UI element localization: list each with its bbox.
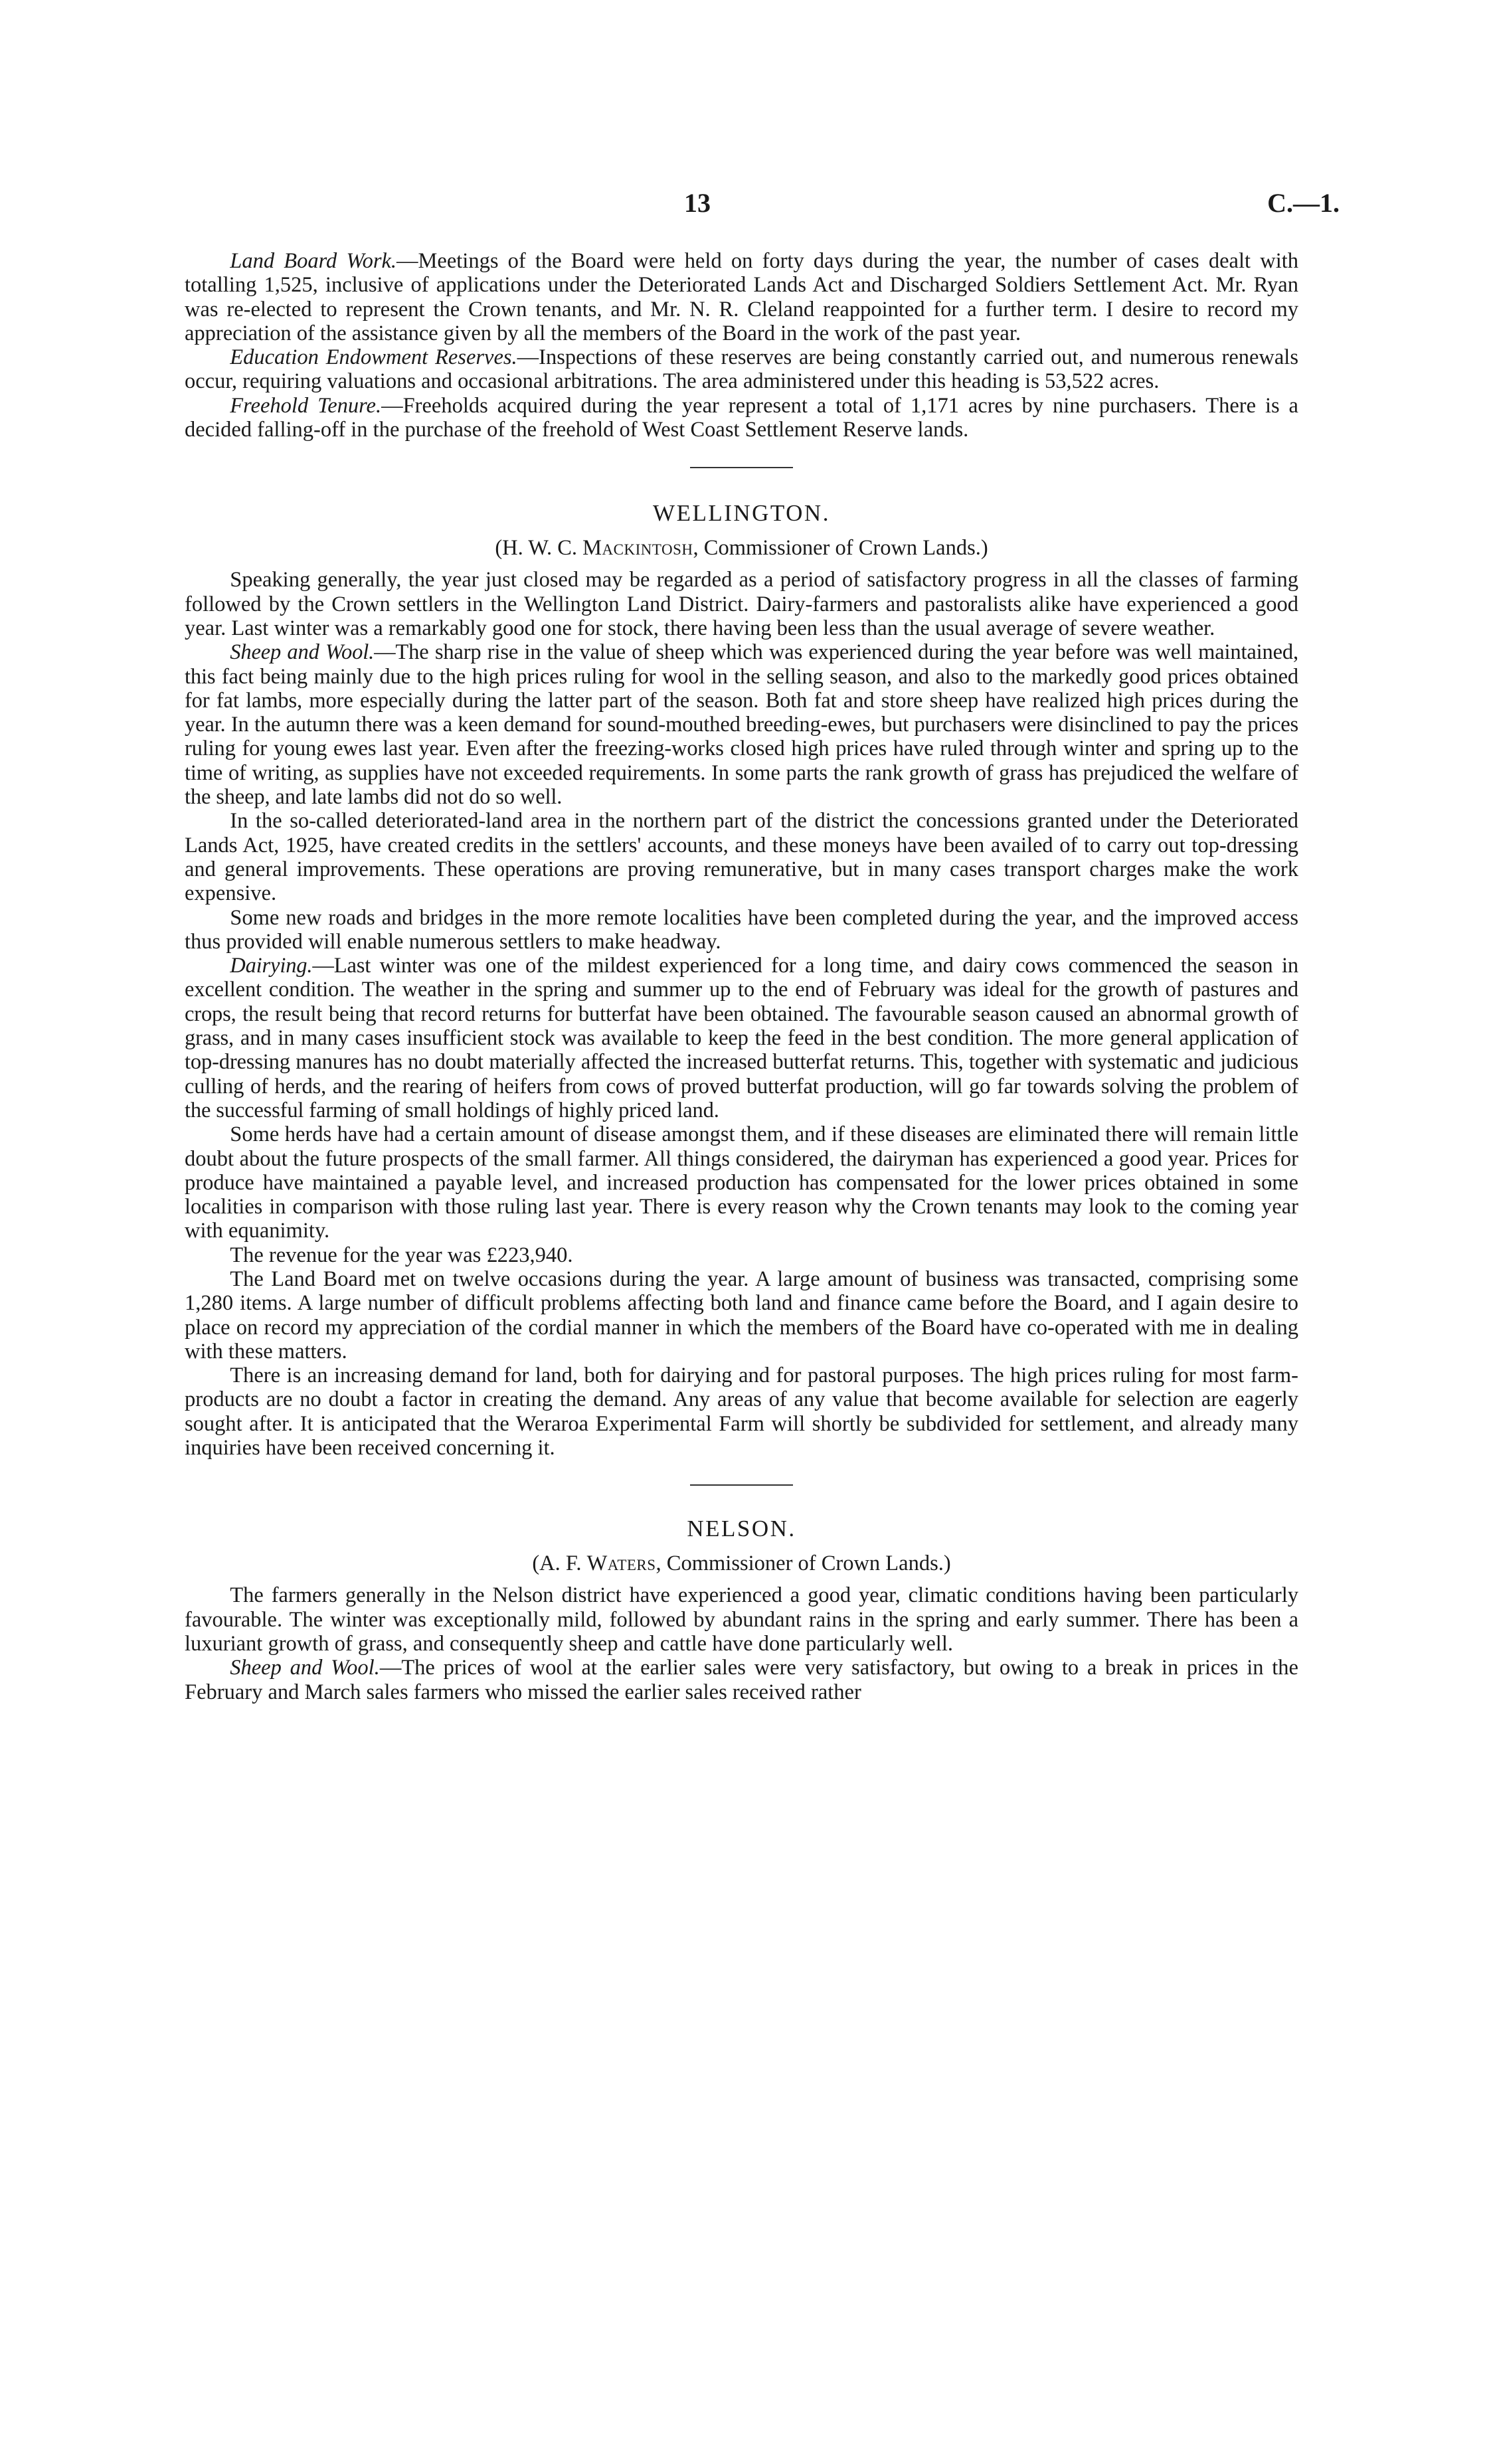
paragraph-revenue [185, 1243, 1298, 1267]
paragraph-text: The farmers generally in the Nelson district have experienced a good year, climatic conditions having been particularly favourable. The winter was exceptionally mild, followed by abundant rains in the spring and early summer. There has been a luxuriant growth of grass, and consequently sheep and cattle have done particularly well. [185, 1583, 1298, 1656]
commissioner-title: , Commissioner of Crown Lands.) [656, 1551, 951, 1576]
paragraph-lead: Freehold Tenure. [230, 393, 382, 418]
paragraph-text: —Meetings of the Board were held on forty days during the year, the number of cases dealt with totalling 1,525, inclusive of applications under the Deteriorated Lands Act and Discharged Soldiers Settlement Act. Mr. Ryan was re-elected to represent the Crown tenants, and Mr. N. R. Cleland reappointed for a further term. I desire to record my appreciation of the assistance given by all the members of the Board in the work of the past year. [185, 249, 1299, 345]
paragraph [185, 906, 1298, 954]
commissioner-line-nelson [185, 1550, 1298, 1577]
section-title-nelson: NELSON. [687, 1516, 796, 1542]
paragraph-text: In the so-called deteriorated-land area in the northern part of the district the concessions granted under the Deteriorated Lands Act, 1925, have created credits in the settlers' accounts, and these moneys have been availed of to carry out top-dressing and general improvements. These operations are proving remunerative, but in many cases transport charges make the work expensive. [185, 809, 1298, 906]
paragraph [185, 1267, 1298, 1364]
paragraph-text: —Last winter was one of the mildest experienced for a long time, and dairy cows commenced the season in excellent condition. The weather in the spring and summer up to the end of February was ideal for the growth of pastures and crops, the result being that record returns for butterfat have been obtained. The favourable season caused an abnormal growth of grass, and in many cases insufficient stock was available to keep the feed in the best condition. The more general application of top-dressing manures has no doubt materially affected the increased butterfat returns. This, together with systematic and judicious culling of herds, and the rearing of heifers from cows of proved butterfat production, will go far towards solving the problem of the successful farming of small holdings of highly priced land. [185, 954, 1298, 1122]
paragraph-text: Some herds have had a certain amount of disease amongst them, and if these diseases are eliminated there will remain little doubt about the future prospects of the small farmer. All things considered, the dairyman has experienced a good year. Prices for produce have maintained a payable level, and increased production has compensated for the lower prices obtained in some localities in comparison with those ruling last year. There is every reason why the Crown tenants may look to the coming year with equanimity. [185, 1122, 1298, 1243]
commissioner-initials: (H. W. C. [495, 536, 583, 561]
paragraph-text: —Inspections of these reserves are being constantly carried out, and numerous renewals occur, requiring valuations and occasional arbitrations. The area administered under this heading is 53,522 acres. [185, 345, 1298, 394]
paragraph-text: —Freeholds acquired during the year represent a total of 1,171 acres by nine purchasers. There is a decided falling-off in the purchase of the freehold of West Coast Settlement Reserve lands. [185, 393, 1298, 442]
commissioner-line-wellington [185, 535, 1298, 561]
page-header [0, 187, 1491, 220]
commissioner-title: , Commissioner of Crown Lands.) [693, 536, 988, 561]
paragraph-lead: Education Endowment Reserves. [230, 345, 517, 370]
paragraph-text: The revenue for the year was £223,940. [230, 1243, 573, 1267]
page-body [185, 249, 1298, 1704]
paragraph-lead: Land Board Work. [230, 249, 397, 273]
paragraph-sheep-and-wool [185, 1656, 1298, 1704]
paragraph-text: There is an increasing demand for land, both for dairying and for pastoral purposes. The high prices ruling for most farm-products are no doubt a factor in creating the demand. Any areas of any value that become available for selection are eagerly sought after. It is anticipated that the Weraroa Experimental Farm will shortly be subdivided for settlement, and already many inquiries have been received concerning it. [185, 1364, 1298, 1460]
paragraph [185, 1122, 1298, 1243]
paragraph-lead: Dairying. [230, 954, 313, 978]
section-divider [690, 1484, 793, 1486]
commissioner-name: Waters [586, 1551, 656, 1576]
commissioner-name: Mackintosh [582, 536, 693, 561]
paragraph-lead: Sheep and Wool. [230, 1656, 380, 1680]
paragraph-text: —The prices of wool at the earlier sales were very satisfactory, but owing to a break in prices in the February and March sales farmers who missed the earlier sales received rather [185, 1656, 1298, 1704]
paragraph [185, 568, 1298, 640]
paragraph-land-board-work [185, 249, 1298, 345]
paragraph-text: Some new roads and bridges in the more remote localities have been completed during the year, and the improved access thus provided will enable numerous settlers to make headway. [185, 905, 1298, 954]
section-divider [690, 467, 793, 468]
paragraph-lead: Sheep and Wool. [230, 640, 375, 665]
paragraph [185, 1364, 1298, 1460]
page-number: 13 [684, 188, 711, 218]
paragraph-sheep-and-wool [185, 640, 1298, 809]
commissioner-initials: (A. F. [532, 1551, 587, 1576]
document-code: C.—1. [1267, 188, 1340, 218]
paragraph-text: The Land Board met on twelve occasions during the year. A large amount of business was transacted, comprising some 1,280 items. A large number of difficult problems affecting both land and finance came before the Board, and I again desire to place on record my appreciation of the cordial manner in which the members of the Board have co-operated with me in dealing with these matters. [185, 1267, 1298, 1364]
paragraph-freehold-tenure [185, 394, 1298, 442]
paragraph-text: Speaking generally, the year just closed may be regarded as a period of satisfactory progress in all the classes of farming followed by the Crown settlers in the Wellington Land District. Dairy-farmers and pastoralists alike have experienced a good year. Last winter was a remarkably good one for stock, there having been less than the usual average of severe weather. [185, 568, 1298, 640]
paragraph-education-endowment [185, 345, 1298, 394]
paragraph-dairying [185, 954, 1298, 1122]
paragraph-text: —The sharp rise in the value of sheep which was experienced during the year before was well maintained, this fact being mainly due to the high prices ruling for wool in the selling season, and also to the markedly good prices obtained for fat lambs, more especially during the latter part of the season. Both fat and store sheep have realized high prices during the year. In the autumn there was a keen demand for sound-mouthed breeding-ewes, but purchasers were disinclined to pay the prices ruling for young ewes last year. Even after the freezing-works closed high prices have ruled through winter and spring up to the time of writing, as supplies have not exceeded requirements. In some parts the rank growth of grass has prejudiced the welfare of the sheep, and late lambs did not do so well. [185, 640, 1298, 810]
paragraph [185, 1583, 1298, 1656]
section-title-wellington: WELLINGTON. [653, 500, 830, 527]
paragraph [185, 809, 1298, 905]
